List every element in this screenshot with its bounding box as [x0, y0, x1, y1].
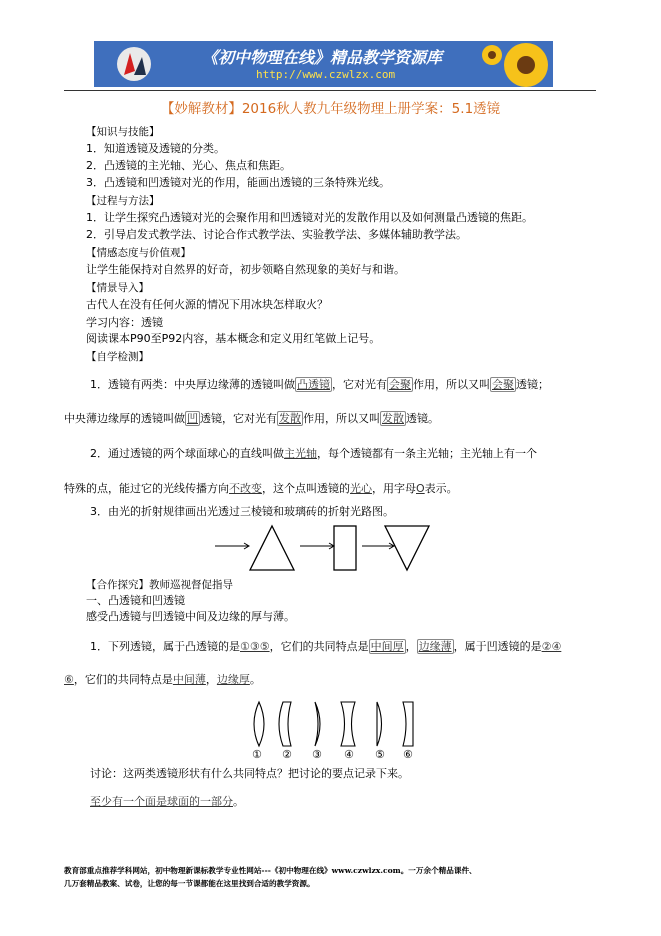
answer-blank: 会聚: [389, 378, 411, 391]
lens-concavo-plane: [279, 702, 291, 746]
list-item: 1．让学生探究凸透镜对光的会聚作用和凹透镜对光的发散作用以及如何测量凸透镜的焦距。: [86, 211, 533, 224]
lens-label: ①: [252, 748, 262, 761]
paragraph: 感受凸透镜与凹透镜中间及边缘的厚与薄。: [86, 610, 295, 623]
question-1-line-1: 1．透镜有两类：中央厚边缘薄的透镜叫做 凸透镜 ，它对光有 会聚 作用，所以又叫 会聚 透镜；: [90, 378, 549, 391]
paragraph: 让学生能保持对自然界的好奇，初步领略自然现象的美好与和谐。: [86, 263, 405, 276]
list-item: 1．知道透镜及透镜的分类。: [86, 142, 225, 155]
header-divider: [64, 90, 596, 91]
lens-plano-concave: [403, 702, 413, 746]
answer-blank: ⑥: [64, 673, 74, 686]
section-heading: 【过程与方法】: [86, 195, 160, 207]
answer-blank: ②④: [541, 640, 562, 653]
question-2-line-2: 特殊的点，能过它的光线传播方向不改变，这个点叫透镜的光心，用字母O表示。: [64, 482, 458, 495]
paragraph: 古代人在没有任何火源的情况下用冰块怎样取火？: [86, 298, 328, 311]
discussion-prompt: 讨论：这两类透镜形状有什么共同特点？把讨论的要点记录下来。: [90, 767, 409, 780]
answer-blank: 发散: [279, 412, 301, 425]
lens-label: ②: [282, 748, 292, 761]
answer-blank: 凸透镜: [297, 378, 330, 391]
section-heading: 【自学检测】: [86, 351, 149, 363]
prism-diagram: [215, 524, 430, 574]
answer-blank: 边缘薄: [418, 640, 452, 653]
lens-meniscus: [315, 702, 320, 746]
banner-title: 《初中物理在线》精品教学资源库: [202, 48, 443, 67]
lens-biconcave: [341, 702, 355, 746]
list-item: 2．引导启发式教学法、讨论合作式教学法、实验教学法、多媒体辅助教学法。: [86, 228, 467, 241]
header-banner: [94, 41, 553, 87]
answer-blank: 凹: [187, 412, 198, 425]
list-item: 3．凸透镜和凹透镜对光的作用，能画出透镜的三条特殊光线。: [86, 176, 390, 189]
section-heading: 【知识与技能】: [86, 126, 160, 138]
question-lens-line-1: 1．下列透镜，属于凸透镜的是①③⑤，它们的共同特点是 中间厚 ， 边缘薄 ，属于凹透镜的是②④: [90, 640, 562, 653]
question-2-line-1: 2．通过透镜的两个球面球心的直线叫做主光轴，每个透镜都有一条主光轴；主光轴上有一个: [90, 447, 537, 460]
subheading: 一、凸透镜和凹透镜: [86, 594, 185, 607]
logo-icon: [117, 47, 151, 81]
page-title: 【妙解教材】2016秋人教九年级物理上册学案：5.1透镜: [160, 101, 501, 117]
answer-blank: 发散: [382, 412, 404, 425]
answer-blank: 会聚: [492, 378, 514, 391]
banner-url[interactable]: http://www.czwlzx.com: [256, 68, 396, 81]
glass-block: [334, 526, 356, 570]
question-3: 3．由光的折射规律画出光透过三棱镜和玻璃砖的折射光路图。: [90, 505, 394, 518]
answer-blank: 边缘厚: [216, 673, 250, 686]
triangular-prism: [250, 526, 294, 570]
lens-label: ⑤: [375, 748, 385, 761]
section-heading: 【情感态度与价值观】: [86, 247, 191, 259]
answer-blank: 光心: [350, 482, 372, 495]
lens-label: ⑥: [403, 748, 413, 761]
question-lens-line-2: ⑥，它们的共同特点是中间薄，边缘厚。: [64, 673, 261, 686]
paragraph: 阅读课本P90至P92内容，基本概念和定义用红笔做上记号。: [86, 332, 381, 345]
answer-blank: O: [416, 482, 425, 495]
lens-labels: [250, 748, 430, 762]
lens-label: ④: [344, 748, 354, 761]
lens-plano-convex: [377, 702, 382, 746]
answer-blank: 不改变: [229, 482, 262, 495]
lens-label: ③: [312, 748, 322, 761]
answer-blank: 中间薄: [172, 673, 206, 686]
section-heading: 【合作探究】教师巡视督促指导: [86, 579, 233, 591]
section-heading: 【情景导入】: [86, 282, 149, 294]
answer-blank: 中间厚: [370, 640, 404, 653]
page-footer: 教育部重点推荐学科网站，初中物理新课标教学专业性网站---《初中物理在线》www.czwlzx.com。一万余个精品课件、 几万套精品教案、试卷，让您的每一节课都能在这里找到合适的教学资源。: [64, 866, 477, 888]
lens-biconvex: [254, 702, 264, 746]
lens-diagram: [245, 700, 425, 748]
list-item: 2．凸透镜的主光轴、光心、焦点和焦距。: [86, 159, 291, 172]
answer-blank: 主光轴: [284, 447, 317, 460]
question-1-line-2: 中央薄边缘厚的透镜叫做 凹 透镜，它对光有 发散 作用，所以又叫 发散 透镜。: [64, 412, 439, 425]
discussion-answer: 至少有一个面是球面的一部分。: [90, 795, 244, 808]
paragraph: 学习内容：透镜: [86, 316, 163, 329]
answer-blank: ①③⑤: [240, 640, 270, 653]
